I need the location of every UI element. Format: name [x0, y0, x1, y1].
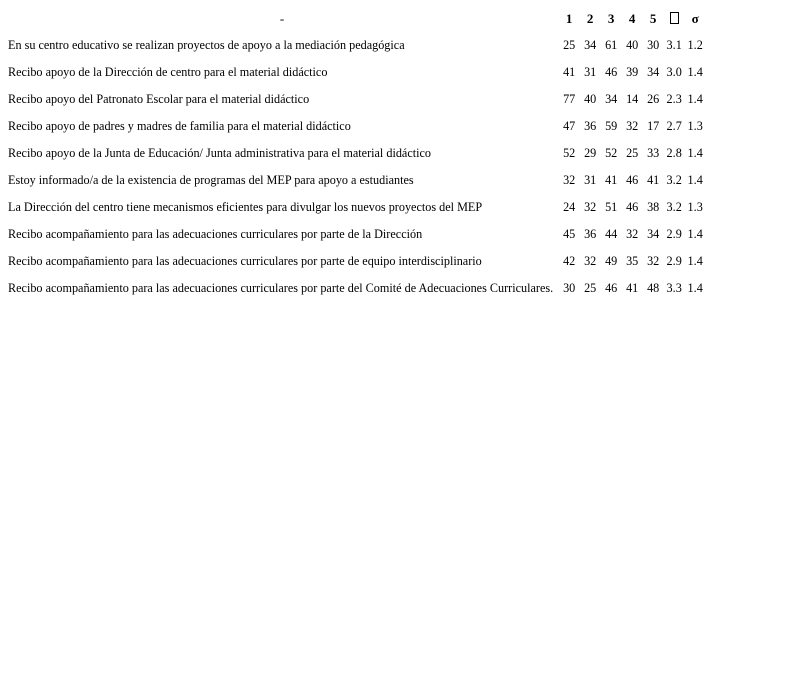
cell-mean: 2.7: [666, 119, 682, 133]
cell-freq-2: 31: [584, 173, 597, 187]
cell-mean: 3.2: [666, 200, 682, 214]
cell-freq-1: 30: [563, 281, 576, 295]
cell-freq-2: 29: [584, 146, 597, 160]
table-row: [7, 248, 704, 275]
cell-freq-2: 34: [584, 38, 597, 52]
item-statement: Recibo apoyo de padres y madres de familia para el material didáctico: [8, 119, 351, 133]
cell-freq-2: 25: [584, 281, 597, 295]
cell-freq-1: 45: [563, 227, 576, 241]
item-statement: Recibo acompañamiento para las adecuaciones curriculares por parte de la Dirección: [8, 227, 423, 241]
cell-std-dev: 1.3: [687, 200, 703, 214]
table-row: [7, 167, 704, 194]
cell-freq-4: 14: [626, 92, 639, 106]
table-row: [7, 140, 704, 167]
table-row: [7, 32, 704, 59]
cell-freq-3: 44: [605, 227, 618, 241]
cell-freq-5: 17: [647, 119, 660, 133]
column-header-5: 5: [649, 10, 657, 26]
cell-mean: 3.1: [666, 38, 682, 52]
cell-freq-1: 25: [563, 38, 576, 52]
cell-std-dev: 1.4: [687, 254, 703, 268]
cell-freq-3: 46: [605, 65, 618, 79]
column-header-sigma: σ: [691, 10, 699, 26]
cell-mean: 3.0: [666, 65, 682, 79]
cell-freq-5: 48: [647, 281, 660, 295]
item-statement: Recibo apoyo de la Dirección de centro para el material didáctico: [8, 65, 328, 79]
column-header-2: 2: [586, 10, 594, 26]
cell-freq-5: 34: [647, 227, 660, 241]
cell-freq-1: 41: [563, 65, 576, 79]
cell-mean: 2.9: [666, 227, 682, 241]
column-header-3: 3: [607, 10, 615, 26]
cell-freq-4: 25: [626, 146, 639, 160]
table-row: [7, 275, 704, 302]
cell-std-dev: 1.3: [687, 119, 703, 133]
cell-freq-2: 32: [584, 254, 597, 268]
table-row: [7, 194, 704, 221]
cell-freq-2: 40: [584, 92, 597, 106]
cell-freq-3: 41: [605, 173, 618, 187]
cell-freq-3: 59: [605, 119, 618, 133]
cell-freq-5: 32: [647, 254, 660, 268]
column-header-4: 4: [628, 10, 636, 26]
item-statement: La Dirección del centro tiene mecanismos eficientes para divulgar los nuevos proyectos del MEP: [8, 200, 483, 214]
cell-freq-3: 34: [605, 92, 618, 106]
item-statement: Recibo apoyo de la Junta de Educación/ Junta administrativa para el material didáctico: [8, 146, 432, 160]
cell-freq-5: 26: [647, 92, 660, 106]
cell-freq-4: 46: [626, 173, 639, 187]
cell-freq-1: 77: [563, 92, 576, 106]
cell-freq-4: 32: [626, 227, 639, 241]
cell-std-dev: 1.4: [687, 65, 703, 79]
cell-std-dev: 1.4: [687, 92, 703, 106]
cell-freq-3: 51: [605, 200, 618, 214]
table-header-row: [7, 5, 704, 32]
cell-std-dev: 1.4: [687, 146, 703, 160]
cell-freq-5: 41: [647, 173, 660, 187]
item-column-header: -: [279, 10, 285, 26]
cell-freq-3: 61: [605, 38, 618, 52]
likert-results-table: [4, 5, 707, 302]
table-row: [7, 59, 704, 86]
cell-freq-2: 32: [584, 200, 597, 214]
cell-freq-3: 52: [605, 146, 618, 160]
cell-mean: 2.8: [666, 146, 682, 160]
cell-freq-4: 41: [626, 281, 639, 295]
cell-freq-4: 32: [626, 119, 639, 133]
cell-std-dev: 1.2: [687, 38, 703, 52]
cell-freq-1: 47: [563, 119, 576, 133]
cell-freq-5: 38: [647, 200, 660, 214]
table-row: [7, 113, 704, 140]
cell-freq-4: 39: [626, 65, 639, 79]
item-statement: Estoy informado/a de la existencia de programas del MEP para apoyo a estudiantes: [8, 173, 414, 187]
column-header-mean: [665, 5, 683, 32]
cell-freq-3: 49: [605, 254, 618, 268]
cell-freq-4: 35: [626, 254, 639, 268]
cell-freq-5: 34: [647, 65, 660, 79]
item-statement: Recibo apoyo del Patronato Escolar para el material didáctico: [8, 92, 310, 106]
cell-mean: 2.3: [666, 92, 682, 106]
cell-freq-1: 24: [563, 200, 576, 214]
cell-freq-4: 40: [626, 38, 639, 52]
table-row: [7, 86, 704, 113]
cell-freq-1: 42: [563, 254, 576, 268]
cell-freq-5: 33: [647, 146, 660, 160]
cell-freq-3: 46: [605, 281, 618, 295]
cell-std-dev: 1.4: [687, 173, 703, 187]
missing-glyph-mean-icon: [670, 12, 679, 24]
cell-freq-2: 31: [584, 65, 597, 79]
cell-freq-2: 36: [584, 119, 597, 133]
cell-mean: 3.2: [666, 173, 682, 187]
cell-freq-4: 46: [626, 200, 639, 214]
cell-std-dev: 1.4: [687, 281, 703, 295]
item-statement: Recibo acompañamiento para las adecuaciones curriculares por parte de equipo interdisciplinario: [8, 254, 482, 268]
cell-freq-5: 30: [647, 38, 660, 52]
cell-std-dev: 1.4: [687, 227, 703, 241]
column-header-1: 1: [565, 10, 573, 26]
cell-mean: 3.3: [666, 281, 682, 295]
cell-freq-1: 52: [563, 146, 576, 160]
cell-freq-1: 32: [563, 173, 576, 187]
cell-freq-2: 36: [584, 227, 597, 241]
cell-mean: 2.9: [666, 254, 682, 268]
item-statement: En su centro educativo se realizan proyectos de apoyo a la mediación pedagógica: [8, 38, 405, 52]
item-statement: Recibo acompañamiento para las adecuaciones curriculares por parte del Comité de Adecuaciones Curriculares.: [8, 281, 554, 295]
table-row: [7, 221, 704, 248]
